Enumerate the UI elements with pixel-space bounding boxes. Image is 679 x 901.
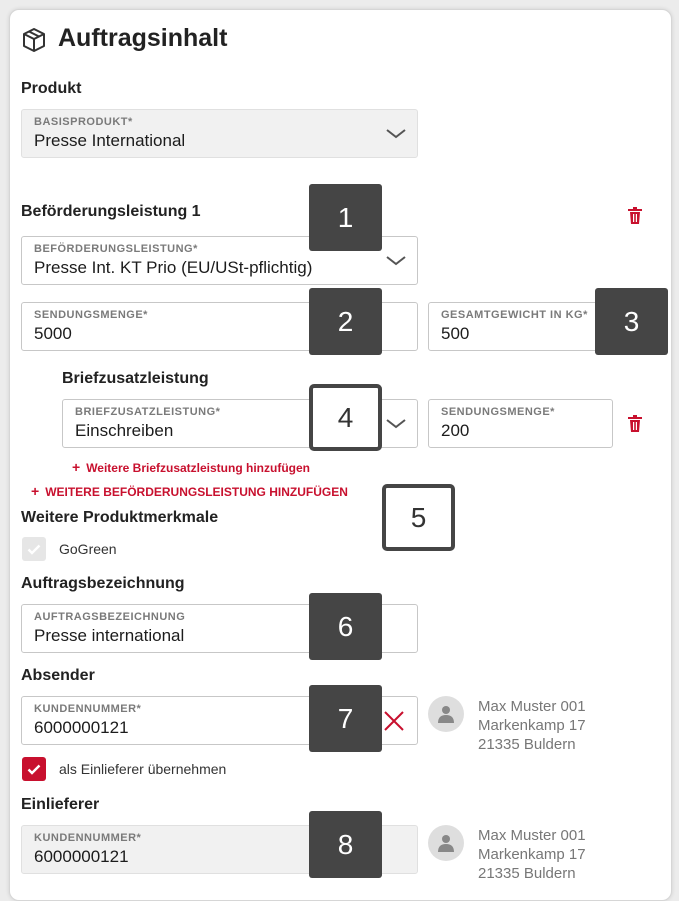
absender-address — [478, 697, 586, 754]
briefzusatz-sendungsmenge-input[interactable] — [428, 399, 613, 448]
annotation-badge-5: 5 — [382, 484, 455, 551]
add-befoerderungsleistung-label: WEITERE BEFÖRDERUNGSLEISTUNG HINZUFÜGEN — [45, 485, 348, 499]
user-icon — [438, 834, 454, 852]
annotation-badge-6: 6 — [309, 593, 382, 660]
auftragsbezeichnung-value: Presse international — [34, 626, 185, 645]
annotation-badge-4: 4 — [309, 384, 382, 451]
absender-address-line3: 21335 Buldern — [478, 736, 576, 753]
annotation-badge-1: 1 — [309, 184, 382, 251]
user-icon — [438, 705, 454, 723]
basisprodukt-label: BASISPRODUKT* — [34, 116, 133, 128]
add-briefzusatzleistung-link[interactable] — [72, 459, 310, 475]
checkmark-icon — [27, 544, 41, 555]
befoerderungsleistung-value: Presse Int. KT Prio (EU/USt-pflichtig) — [34, 258, 313, 277]
absender-address-line2: Markenkamp 17 — [478, 717, 586, 734]
section-title-produkt: Produkt — [21, 80, 82, 97]
einlieferer-address-line1: Max Muster 001 — [478, 827, 586, 844]
plus-icon: + — [72, 459, 81, 475]
annotation-badge-2: 2 — [309, 288, 382, 355]
section-title-auftragsbezeichnung: Auftragsbezeichnung — [21, 575, 185, 592]
sendungsmenge-value: 5000 — [34, 324, 72, 343]
briefzusatzleistung-value: Einschreiben — [75, 421, 174, 440]
delete-befoerderung-trash-icon[interactable] — [627, 207, 643, 230]
auftragsbezeichnung-label: AUFTRAGSBEZEICHNUNG — [34, 611, 186, 623]
page-title: Auftragsinhalt — [58, 24, 228, 52]
briefzusatzleistung-label: BRIEFZUSATZLEISTUNG* — [75, 406, 221, 418]
clear-x-icon[interactable] — [383, 710, 405, 732]
einlieferer-address-line2: Markenkamp 17 — [478, 846, 586, 863]
section-title-befoerderungsleistung: Beförderungsleistung 1 — [21, 203, 201, 220]
annotation-badge-8: 8 — [309, 811, 382, 878]
absender-avatar — [428, 696, 464, 732]
einlieferer-uebernehmen-checkbox[interactable] — [22, 757, 46, 781]
delete-briefzusatz-trash-icon[interactable] — [627, 415, 643, 438]
absender-kundennummer-value: 6000000121 — [34, 718, 129, 737]
einlieferer-kundennummer-label: KUNDENNUMMER* — [34, 832, 142, 844]
gesamtgewicht-label: GESAMTGEWICHT IN KG* — [441, 309, 588, 321]
add-befoerderungsleistung-link[interactable] — [31, 483, 348, 499]
checkmark-icon — [27, 764, 41, 775]
gogreen-checkbox[interactable] — [22, 537, 46, 561]
section-title-briefzusatzleistung: Briefzusatzleistung — [62, 370, 209, 387]
absender-address-line1: Max Muster 001 — [478, 698, 586, 715]
annotation-badge-7: 7 — [309, 685, 382, 752]
einlieferer-kundennummer-value: 6000000121 — [34, 847, 129, 866]
einlieferer-address — [478, 826, 586, 883]
chevron-down-icon — [385, 255, 407, 267]
einlieferer-avatar — [428, 825, 464, 861]
gesamtgewicht-value: 500 — [441, 324, 470, 343]
section-title-einlieferer: Einlieferer — [21, 796, 100, 813]
gesamtgewicht-input[interactable] — [428, 302, 613, 351]
chevron-down-icon — [385, 418, 407, 430]
add-briefzusatzleistung-label: Weitere Briefzusatzleistung hinzufügen — [86, 461, 310, 475]
basisprodukt-value: Presse International — [34, 131, 186, 150]
plus-icon: + — [31, 483, 40, 499]
sendungsmenge-label: SENDUNGSMENGE* — [34, 309, 148, 321]
briefzusatz-sendungsmenge-value: 200 — [441, 421, 470, 440]
annotation-badge-3: 3 — [595, 288, 668, 355]
gogreen-label: GoGreen — [59, 541, 117, 557]
section-title-absender: Absender — [21, 667, 95, 684]
einlieferer-address-line3: 21335 Buldern — [478, 865, 576, 882]
briefzusatz-sendungsmenge-label: SENDUNGSMENGE* — [441, 406, 555, 418]
chevron-down-icon — [385, 128, 407, 140]
absender-kundennummer-label: KUNDENNUMMER* — [34, 703, 142, 715]
einlieferer-uebernehmen-label: als Einlieferer übernehmen — [59, 761, 227, 777]
package-icon — [21, 27, 47, 58]
section-title-produktmerkmale: Weitere Produktmerkmale — [21, 509, 219, 526]
basisprodukt-select[interactable] — [21, 109, 418, 158]
befoerderungsleistung-label: BEFÖRDERUNGSLEISTUNG* — [34, 243, 198, 255]
